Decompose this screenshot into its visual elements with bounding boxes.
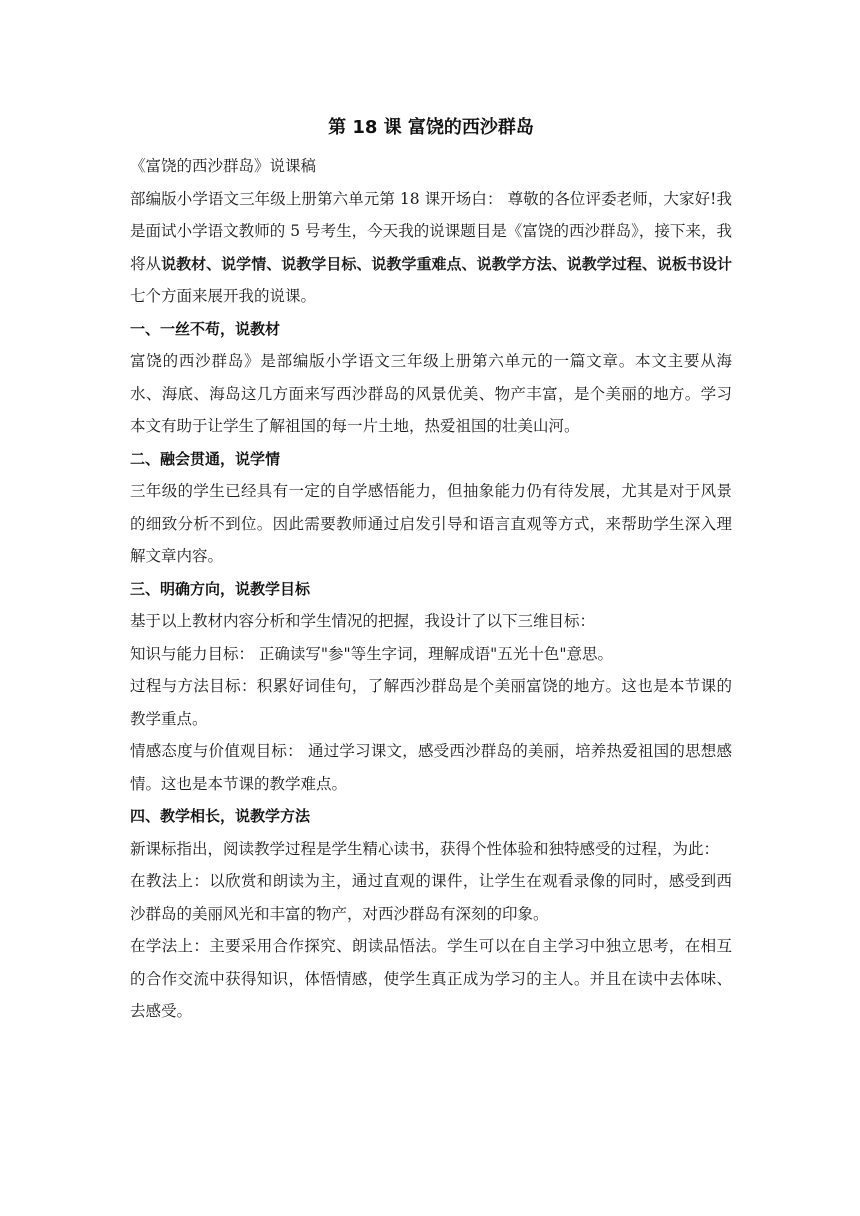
section-paragraph: 富饶的西沙群岛》是部编版小学语文三年级上册第六单元的一篇文章。本文主要从海水、海底、海岛这几方面来写西沙群岛的风景优美、物产丰富，是个美丽的地方。学习本文有助于让学生了解祖国的每一片土地，热爱祖国的壮美山河。 — [130, 352, 732, 435]
section-student-analysis — [130, 443, 732, 573]
section-paragraph: 过程与方法目标：积累好词佳句，了解西沙群岛是个美丽富饶的地方。这也是本节课的教学重点。 — [130, 677, 732, 728]
section-teaching-methods — [130, 800, 732, 1028]
section-paragraph: 新课标指出，阅读教学过程是学生精心读书，获得个性体验和独特感受的过程，为此： — [130, 839, 720, 858]
section-teaching-material — [130, 313, 732, 443]
document-title: 第 18 课 富饶的西沙群岛 — [328, 117, 534, 138]
intro-text: 部编版小学语文三年级上册第六单元第 18 课开场白： 尊敬的各位评委老师，大家好!我是面试小学语文教师的 5 号考生，今天我的说课题目是《富饶的西沙群岛》，接下来，我将从 — [130, 189, 732, 273]
intro-paragraph — [130, 183, 732, 313]
intro-text-end: 七个方面来展开我的说课。 — [130, 287, 317, 305]
section-heading: 三、明确方向，说教学目标 — [130, 579, 311, 598]
section-heading: 四、教学相长，说教学方法 — [130, 807, 311, 825]
document-subtitle: 《富饶的西沙群岛》说课稿 — [130, 157, 317, 175]
section-teaching-goals — [130, 573, 732, 801]
intro-bold-text: 说教材、说学情、说教学目标、说教学重难点、说教学方法、说教学过程、说板书设计 — [161, 254, 732, 273]
section-paragraph: 知识与能力目标： 正确读写"参"等生字词，理解成语"五光十色"意思。 — [130, 644, 613, 663]
section-paragraph: 基于以上教材内容分析和学生情况的把握，我设计了以下三维目标： — [130, 612, 596, 630]
section-heading: 二、融会贯通，说学情 — [130, 449, 281, 468]
section-paragraph: 在教法上：以欣赏和朗读为主，通过直观的课件，让学生在观看录像的同时，感受到西沙群岛的美丽风光和丰富的物产，对西沙群岛有深刻的印象。 — [130, 872, 732, 923]
section-paragraph: 在学法上：主要采用合作探究、朗读品悟法。学生可以在自主学习中独立思考，在相互的合作交流中获得知识，体悟情感，使学生真正成为学习的主人。并且在读中去体味、去感受。 — [130, 937, 732, 1020]
section-heading: 一、一丝不苟，说教材 — [130, 319, 281, 338]
document-body — [130, 108, 732, 1028]
section-paragraph: 情感态度与价值观目标： 通过学习课文，感受西沙群岛的美丽，培养热爱祖国的思想感情。这也是本节课的教学难点。 — [130, 742, 732, 793]
section-paragraph: 三年级的学生已经具有一定的自学感悟能力，但抽象能力仍有待发展，尤其是对于风景的细致分析不到位。因此需要教师通过启发引导和语言直观等方式，来帮助学生深入理解文章内容。 — [130, 482, 732, 565]
